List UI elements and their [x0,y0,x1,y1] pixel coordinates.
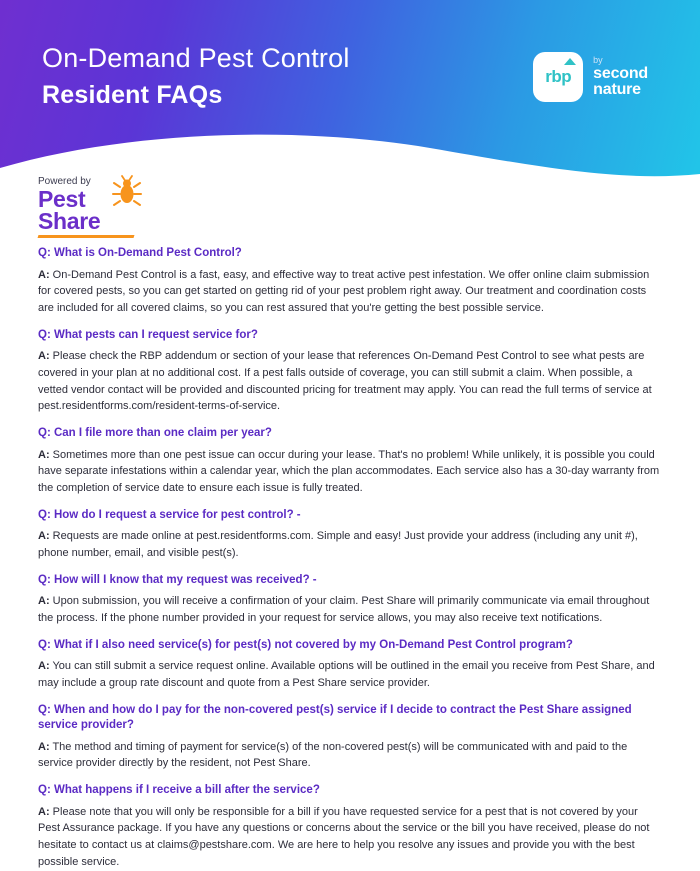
faq-answer-text: Upon submission, you will receive a confirmation of your claim. Pest Share will primarily communicate via email throughout the process. If the phone number provided in your request for service allows, you may also receive text notifications. [38,595,650,624]
faq-answer-text: The method and timing of payment for service(s) of the non-covered pest(s) will be communicated with and paid to the service provider directly by the resident, not Pest Share. [38,740,628,770]
faq-item [38,573,662,627]
faq-answer-prefix: A: [38,595,50,608]
faq-answer [38,348,662,415]
faq-answer [38,739,662,772]
faq-question: Q: What if I also need service(s) for pest(s) not covered by my On-Demand Pest Control program? [38,638,573,651]
faq-answer-prefix: A: [38,660,50,673]
faq-answer [38,593,662,626]
faq-answer-text: Please check the RBP addendum or section of your lease that references On-Demand Pest Control to see what pests are covered in your plan at no additional cost. If a pest falls outside of coverage, you can still submit a claim. When possible, a vetted vendor contact will be provided and discounted pricing for treatment may apply. You can read the full terms of service at pest.residentforms.com/resident-terms-of-service. [38,350,652,413]
faq-answer-text: On-Demand Pest Control is a fast, easy, and effective way to treat active pest infestation. We offer online claim submission for covered pests, so you can get started on getting rid of your pest problem right away. Our treatment and coordination costs are included for all covered claims, so you can rest assured that you're getting the best possible service. [38,268,650,314]
faq-item [38,426,662,497]
faq-item [38,508,662,562]
faq-answer-text: Sometimes more than one pest issue can occur during your lease. That's no problem! While unlikely, it is possible you could have separate infestations within a calendar year, which the plan accommodates. Each service also has a 30-day warranty from the completion of service date to ensure each issue is fully treated. [38,448,660,495]
pest-share-line1: Pest [38,186,86,212]
faq-answer-text: Please note that you will only be responsible for a bill if you have requested service for a pest that is not covered by your Pest Assurance package. If you have any questions or concerns about the service or the bill you have received, please do not hesitate to contact us at claims@pestshare.com. We are here to help you resolve any issues and provide you with the best possible service. [38,805,650,868]
pest-share-underline-accent [38,235,135,238]
second-nature-by-label: by [593,54,603,65]
faq-question: Q: What is On-Demand Pest Control? [38,247,242,259]
bug-icon [110,175,144,209]
faq-question: Q: How do I request a service for pest control? - [38,508,301,521]
faq-answer [38,528,662,561]
faq-question: Q: What pests can I request service for? [38,328,258,341]
faq-answer-text: You can still submit a service request online. Available options will be outlined in the email you receive from Pest Share, and may include a group rate discount and quote from a Pest Share service provider. [38,660,655,689]
faq-question: Q: What happens if I receive a bill after the service? [38,784,320,797]
faq-answer [38,447,662,497]
faq-answer-text: Requests are made online at pest.residentforms.com. Simple and easy! Just provide your address (including any unit #), phone number, email, and visible pest(s). [38,530,638,559]
second-nature-line2: nature [593,81,641,99]
rbp-second-nature-logo [533,52,648,102]
faq-answer-prefix: A: [38,530,50,543]
page-subtitle: Resident FAQs [42,81,223,109]
rbp-logo-icon [533,52,583,102]
faq-answer-prefix: A: [38,350,50,363]
faq-question: Q: When and how do I pay for the non-covered pest(s) service if I decide to contract the Pest Share assigned service provider? [38,703,632,732]
faq-item [38,703,662,772]
page-title: On-Demand Pest Control [42,43,350,73]
faq-question: Q: How will I know that my request was received? - [38,573,317,586]
faq-answer-prefix: A: [38,805,50,818]
powered-by-label: Powered by [38,176,91,187]
rbp-logo-text: rbp [545,67,572,86]
second-nature-line1: second [593,64,648,82]
faq-answer [38,804,662,871]
powered-by-block [38,176,168,235]
faq-item [38,638,662,692]
faq-answer-prefix: A: [38,740,50,753]
pest-share-logo [38,186,168,235]
faq-answer [38,658,662,691]
second-nature-wordmark [593,56,648,99]
faq-item [38,246,662,317]
faq-question: Q: Can I file more than one claim per year? [38,427,272,440]
pest-share-line2: Share [38,207,101,234]
faq-item [38,328,662,415]
faq-answer-prefix: A: [38,268,50,281]
faq-answer [38,267,662,317]
faq-list [38,246,662,871]
house-roof-icon [564,58,576,65]
faq-item [38,783,662,870]
faq-answer-prefix: A: [38,448,50,461]
